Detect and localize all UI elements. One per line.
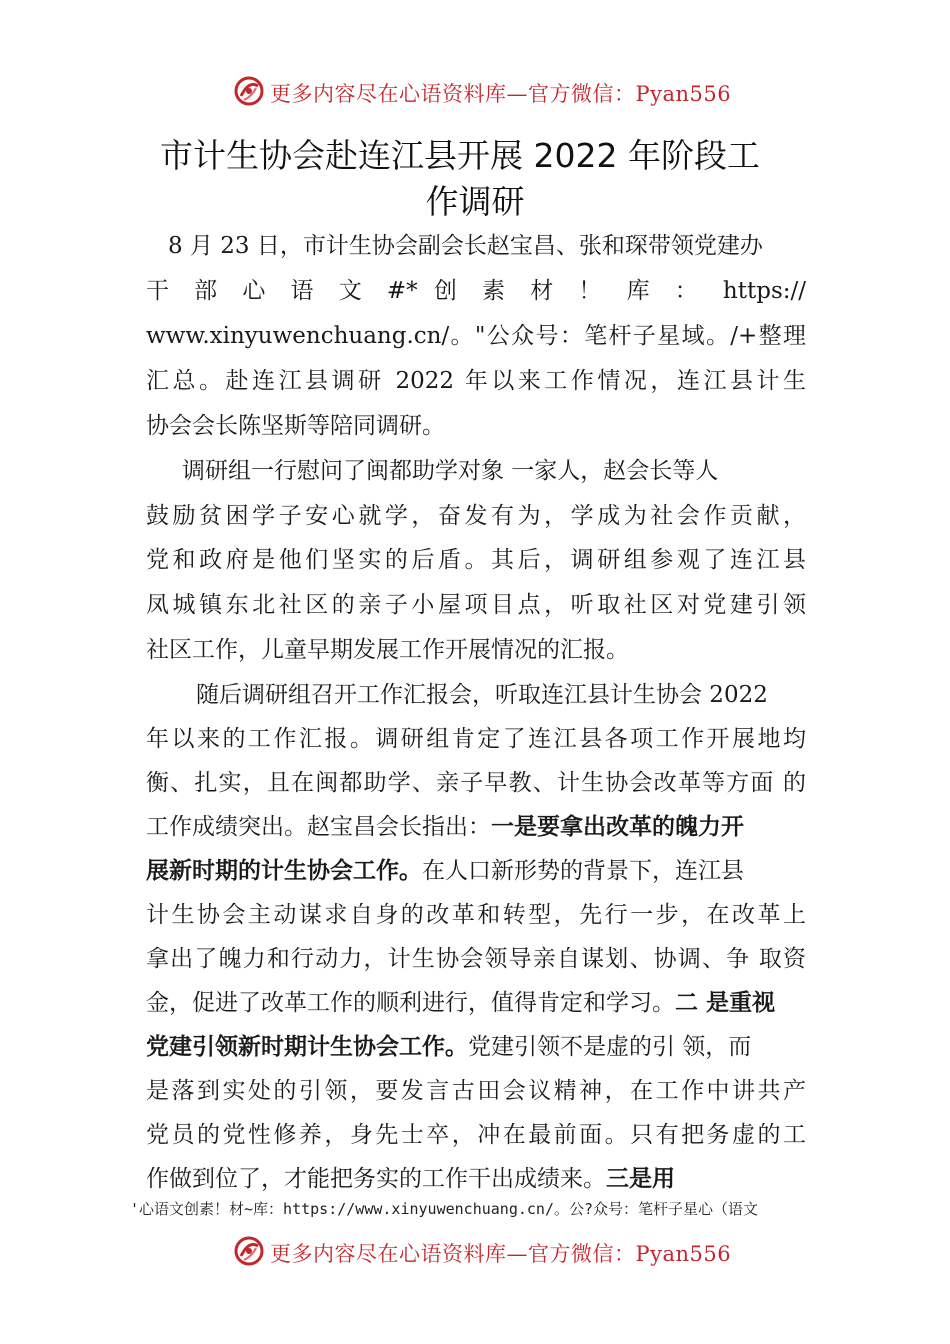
body-emphasis: 展新时期的计生协会工作。: [146, 858, 422, 884]
body-line: 8 月 23 日，市计生协会副会长赵宝昌、张和琛带领党建办: [168, 233, 763, 259]
brand-logo-icon: [232, 74, 266, 108]
body-line: 党和政府是他们坚实的后盾。其后，调研组参观了连江县: [146, 547, 806, 573]
banner-text: [270, 1238, 731, 1268]
body-line: [146, 852, 806, 885]
footer-note: '心语文创素！材~库：https://www.xinyuwenchuang.cn/。公?众号：笔杆子星心（语文: [130, 1200, 759, 1218]
header-banner: [0, 72, 950, 112]
body-text: 金，促进了改革工作的顺利进行，值得肯定和学习。: [146, 990, 675, 1016]
page-title-line1: 市计生协会赴连江县开展 2022 年阶段工: [160, 136, 760, 175]
body-line: [146, 984, 806, 1017]
body-line: 计生协会主动谋求自身的改革和转型，先行一步，在改革上: [146, 902, 806, 928]
body-line: 随后调研组召开工作汇报会，听取连江县计生协会 2022: [196, 682, 768, 708]
body-text: 在人口新形势的背景下，连江县: [422, 858, 744, 884]
body-line: 调研组一行慰问了闽都助学对象 一家人，赵会长等人: [182, 458, 719, 484]
banner-label: 更多内容尽在心语资料库—官方微信：: [270, 82, 636, 106]
brand-logo-icon: [232, 1234, 266, 1268]
body-line: 协会会长陈坚斯等陪同调研。: [146, 413, 445, 439]
body-line: 衡、扎实，且在闽都助学、亲子早教、计生协会改革等方面 的: [146, 770, 806, 796]
body-emphasis: 三是用: [606, 1166, 675, 1192]
body-text: 党建引领不是虚的引 领，而: [468, 1034, 752, 1060]
body-line: 拿出了魄力和行动力，计生协会领导亲自谋划、协调、争 取资: [146, 946, 806, 972]
body-line: 社区工作，儿童早期发展工作开展情况的汇报。: [146, 637, 629, 663]
body-text: 工作成绩突出。赵宝昌会长指出：: [146, 814, 491, 840]
body-text: 作做到位了，才能把务实的工作干出成绩来。: [146, 1166, 606, 1192]
body-line: 鼓励贫困学子安心就学，奋发有为，学成为社会作贡献，: [146, 503, 806, 529]
page-title-line2: 作调研: [425, 182, 525, 221]
body-line: 汇总。赴连江县调研 2022 年以来工作情况，连江县计生: [146, 368, 806, 394]
body-emphasis: 党建引领新时期计生协会工作。: [146, 1034, 468, 1060]
body-line: 党员的党性修养，身先士卒，冲在最前面。只有把务虚的工: [146, 1122, 806, 1148]
banner-text: [270, 78, 731, 108]
body-line: 年以来的工作汇报。调研组肯定了连江县各项工作开展地均: [146, 726, 806, 752]
body-line: [146, 1028, 806, 1061]
body-line: www.xinyuwenchuang.cn/。"公众号：笔杆子星域。/+整理: [146, 323, 806, 349]
banner-handle: Pyan556: [635, 82, 732, 106]
body-emphasis: 二 是重视: [675, 990, 776, 1016]
body-line: [146, 808, 806, 841]
body-emphasis: 一是要拿出改革的魄力开: [491, 814, 744, 840]
body-line: [146, 1160, 806, 1193]
banner-label: 更多内容尽在心语资料库—官方微信：: [270, 1242, 636, 1266]
body-line: 干 部 心 语 文 #* 创 素 材 ！ 库 ： https://: [146, 278, 806, 304]
body-line: 是落到实处的引领，要发言古田会议精神，在工作中讲共产: [146, 1078, 806, 1104]
footer-banner: [0, 1232, 950, 1272]
banner-handle: Pyan556: [635, 1242, 732, 1266]
body-line: 凤城镇东北社区的亲子小屋项目点，听取社区对党建引领: [146, 592, 806, 618]
